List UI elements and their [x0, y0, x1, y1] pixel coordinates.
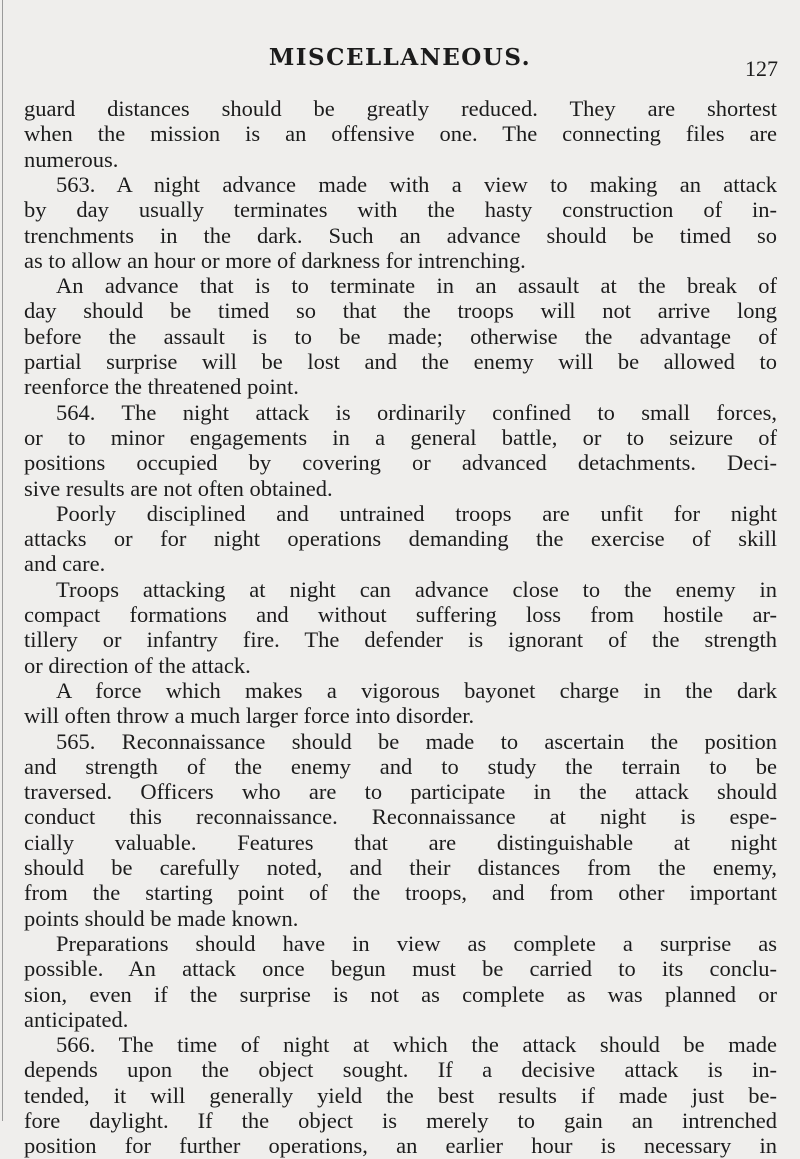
- text-line: Troops attacking at night can advance close to the enemy in: [56, 577, 777, 602]
- text-line: tended, it will generally yield the best results if made just be-: [24, 1083, 777, 1108]
- text-line: A force which makes a vigorous bayonet charge in the dark: [56, 678, 777, 703]
- text-line: possible. An attack once begun must be carried to its conclu-: [24, 956, 777, 981]
- text-line: will often throw a much larger force into disorder.: [24, 703, 475, 728]
- text-line: attacks or for night operations demanding the exercise of skill: [24, 526, 777, 551]
- text-line: depends upon the object sought. If a decisive attack is in-: [24, 1057, 777, 1082]
- text-line: when the mission is an offensive one. The connecting files are: [24, 121, 777, 146]
- text-line: by day usually terminates with the hasty construction of in-: [24, 197, 777, 222]
- text-line: tillery or infantry fire. The defender is ignorant of the strength: [24, 627, 777, 652]
- text-line: reenforce the threatened point.: [24, 374, 299, 399]
- text-line: anticipated.: [24, 1007, 129, 1032]
- page-number: 127: [745, 56, 778, 81]
- text-line: from the starting point of the troops, and from other important: [24, 880, 777, 905]
- text-line: 566. The time of night at which the attack should be made: [56, 1032, 777, 1057]
- text-line: compact formations and without suffering loss from hostile ar-: [24, 602, 777, 627]
- page-header: [0, 44, 800, 84]
- text-line: fore daylight. If the object is merely to gain an intrenched: [24, 1108, 777, 1133]
- text-line: or to minor engagements in a general battle, or to seizure of: [24, 425, 777, 450]
- text-line: day should be timed so that the troops will not arrive long: [24, 298, 777, 323]
- text-line: traversed. Officers who are to participate in the attack should: [24, 779, 777, 804]
- page-edge-line: [2, 0, 3, 1121]
- text-line: points should be made known.: [24, 906, 299, 931]
- text-line: An advance that is to terminate in an assault at the break of: [56, 273, 777, 298]
- text-line: 565. Reconnaissance should be made to ascertain the position: [56, 729, 777, 754]
- text-line: position for further operations, an earlier hour is necessary in: [24, 1133, 777, 1158]
- text-line: as to allow an hour or more of darkness for intrenching.: [24, 248, 526, 273]
- text-line: conduct this reconnaissance. Reconnaissance at night is espe-: [24, 804, 777, 829]
- text-line: positions occupied by covering or advanced detachments. Deci-: [24, 450, 777, 475]
- text-line: guard distances should be greatly reduced. They are shortest: [24, 96, 777, 121]
- text-line: cially valuable. Features that are distinguishable at night: [24, 830, 777, 855]
- text-line: 564. The night attack is ordinarily confined to small forces,: [56, 400, 777, 425]
- text-line: sive results are not often obtained.: [24, 476, 333, 501]
- text-line: sion, even if the surprise is not as complete as was planned or: [24, 982, 777, 1007]
- text-line: 563. A night advance made with a view to making an attack: [56, 172, 777, 197]
- text-line: numerous.: [24, 147, 119, 172]
- running-title: MISCELLANEOUS.: [268, 44, 532, 71]
- text-line: trenchments in the dark. Such an advance should be timed so: [24, 223, 777, 248]
- text-line: partial surprise will be lost and the enemy will be allowed to: [24, 349, 777, 374]
- text-line: Preparations should have in view as complete a surprise as: [56, 931, 777, 956]
- text-line: should be carefully noted, and their distances from the enemy,: [24, 855, 777, 880]
- text-line: Poorly disciplined and untrained troops are unfit for night: [56, 501, 777, 526]
- text-line: before the assault is to be made; otherwise the advantage of: [24, 324, 777, 349]
- text-line: and care.: [24, 551, 106, 576]
- text-line: and strength of the enemy and to study the terrain to be: [24, 754, 777, 779]
- text-line: or direction of the attack.: [24, 653, 251, 678]
